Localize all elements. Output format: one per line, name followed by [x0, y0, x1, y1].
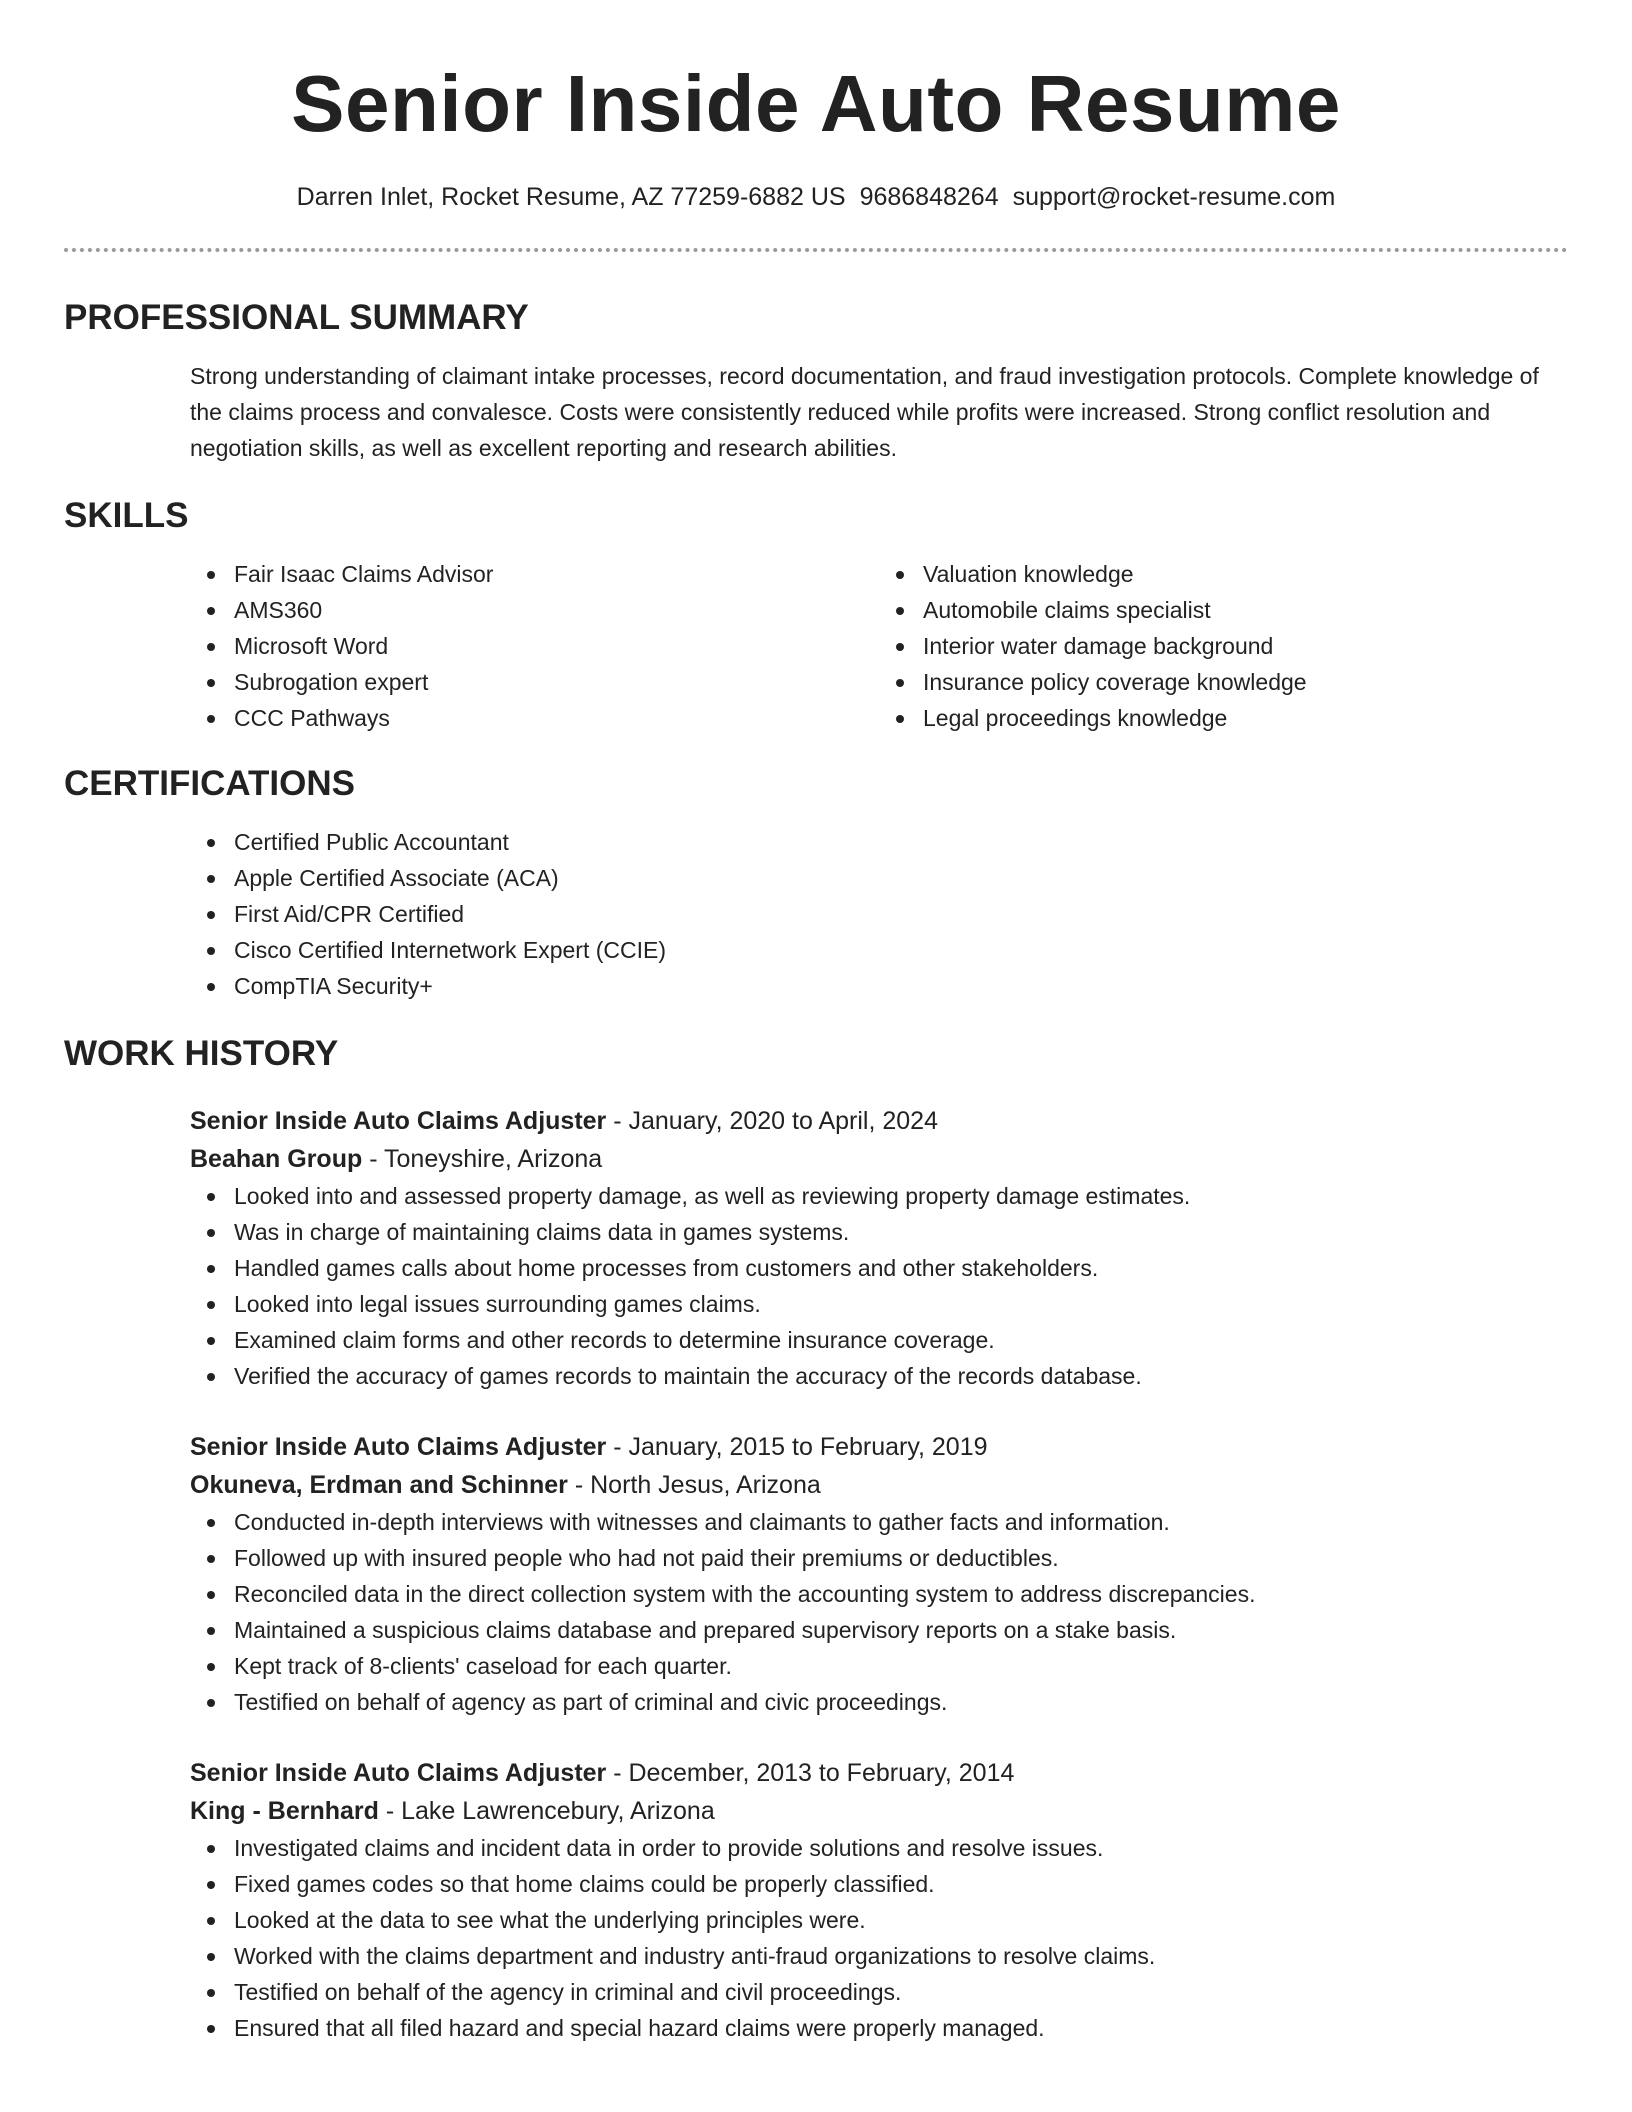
job-dates: - January, 2015 to February, 2019 [606, 1433, 988, 1461]
contact-phone: 9686848264 [859, 183, 999, 211]
summary-text: Strong understanding of claimant intake processes, record documentation, and fraud investigation protocols. Complete knowledge of the claims process and convalesce. Costs were consistently reduced while profits were increased. Strong conflict resolution and negotiation skills, as well as excellent reporting and research abilities. [190, 363, 1539, 461]
job-title-line [190, 1754, 1568, 1792]
job-duty: Testified on behalf of the agency in criminal and civil proceedings. [234, 1974, 1568, 2010]
job-title-line [190, 1428, 1568, 1466]
skills-column-right [879, 556, 1568, 736]
job-duty: Verified the accuracy of games records to maintain the accuracy of the records database. [234, 1358, 1568, 1394]
work-history-heading: WORK HISTORY [64, 1034, 339, 1073]
contact-address: Darren Inlet, Rocket Resume, AZ 77259-6882 US [296, 183, 846, 211]
certification-item: Apple Certified Associate (ACA) [234, 860, 1568, 896]
skills-list [190, 556, 1568, 736]
header-divider [64, 248, 1568, 252]
job-duty: Followed up with insured people who had not paid their premiums or deductibles. [234, 1540, 1568, 1576]
job-duty: Kept track of 8-clients' caseload for each quarter. [234, 1648, 1568, 1684]
job-duty: Examined claim forms and other records to determine insurance coverage. [234, 1322, 1568, 1358]
certification-item: CompTIA Security+ [234, 968, 1568, 1004]
certifications-list [190, 824, 1568, 1004]
job-duty: Looked into and assessed property damage, as well as reviewing property damage estimates. [234, 1178, 1568, 1214]
job-company: Beahan Group [190, 1145, 363, 1173]
skill-item: AMS360 [234, 592, 879, 628]
skill-item: Subrogation expert [234, 664, 879, 700]
contact-line [64, 180, 1568, 214]
job-location: - Lake Lawrencebury, Arizona [378, 1797, 715, 1825]
job-duty: Maintained a suspicious claims database and prepared supervisory reports on a stake basis. [234, 1612, 1568, 1648]
job-duty: Fixed games codes so that home claims could be properly classified. [234, 1866, 1568, 1902]
job-company-line [190, 1140, 1568, 1178]
job-entry [190, 1102, 1568, 1394]
job-role: Senior Inside Auto Claims Adjuster [190, 1759, 607, 1787]
resume-title: Senior Inside Auto Resume [291, 59, 1341, 148]
job-duties [190, 1830, 1568, 2046]
job-duty: Conducted in-depth interviews with witnesses and claimants to gather facts and information. [234, 1504, 1568, 1540]
job-duties [190, 1504, 1568, 1720]
skill-item: Fair Isaac Claims Advisor [234, 556, 879, 592]
skill-item: Interior water damage background [923, 628, 1568, 664]
summary-heading: PROFESSIONAL SUMMARY [64, 298, 529, 337]
contact-email: support@rocket-resume.com [1012, 183, 1336, 211]
job-dates: - January, 2020 to April, 2024 [606, 1107, 938, 1135]
resume-page [64, 0, 1568, 2046]
skill-item: Microsoft Word [234, 628, 879, 664]
job-duty: Was in charge of maintaining claims data in games systems. [234, 1214, 1568, 1250]
skill-item: Legal proceedings knowledge [923, 700, 1568, 736]
certifications-heading: CERTIFICATIONS [64, 764, 356, 803]
skill-item: CCC Pathways [234, 700, 879, 736]
job-location: - Toneyshire, Arizona [362, 1145, 603, 1173]
job-dates: - December, 2013 to February, 2014 [606, 1759, 1015, 1787]
job-company: Okuneva, Erdman and Schinner [190, 1471, 568, 1499]
certification-item: Cisco Certified Internetwork Expert (CCIE) [234, 932, 1568, 968]
job-company-line [190, 1792, 1568, 1830]
skill-item: Insurance policy coverage knowledge [923, 664, 1568, 700]
job-role: Senior Inside Auto Claims Adjuster [190, 1433, 607, 1461]
job-location: - North Jesus, Arizona [567, 1471, 821, 1499]
job-duty: Ensured that all filed hazard and special hazard claims were properly managed. [234, 2010, 1568, 2046]
job-duty: Testified on behalf of agency as part of criminal and civic proceedings. [234, 1684, 1568, 1720]
job-title-line [190, 1102, 1568, 1140]
certification-item: First Aid/CPR Certified [234, 896, 1568, 932]
certification-item: Certified Public Accountant [234, 824, 1568, 860]
job-duty: Looked at the data to see what the underlying principles were. [234, 1902, 1568, 1938]
job-duty: Handled games calls about home processes from customers and other stakeholders. [234, 1250, 1568, 1286]
job-entry [190, 1754, 1568, 2046]
job-duty: Worked with the claims department and industry anti-fraud organizations to resolve claims. [234, 1938, 1568, 1974]
job-duties [190, 1178, 1568, 1394]
skills-column-left [190, 556, 879, 736]
job-duty: Looked into legal issues surrounding games claims. [234, 1286, 1568, 1322]
job-duty: Reconciled data in the direct collection system with the accounting system to address discrepancies. [234, 1576, 1568, 1612]
job-duty: Investigated claims and incident data in order to provide solutions and resolve issues. [234, 1830, 1568, 1866]
skill-item: Valuation knowledge [923, 556, 1568, 592]
job-role: Senior Inside Auto Claims Adjuster [190, 1107, 607, 1135]
skill-item: Automobile claims specialist [923, 592, 1568, 628]
job-company: King - Bernhard [190, 1797, 379, 1825]
job-company-line [190, 1466, 1568, 1504]
job-entry [190, 1428, 1568, 1720]
skills-heading: SKILLS [64, 496, 189, 535]
